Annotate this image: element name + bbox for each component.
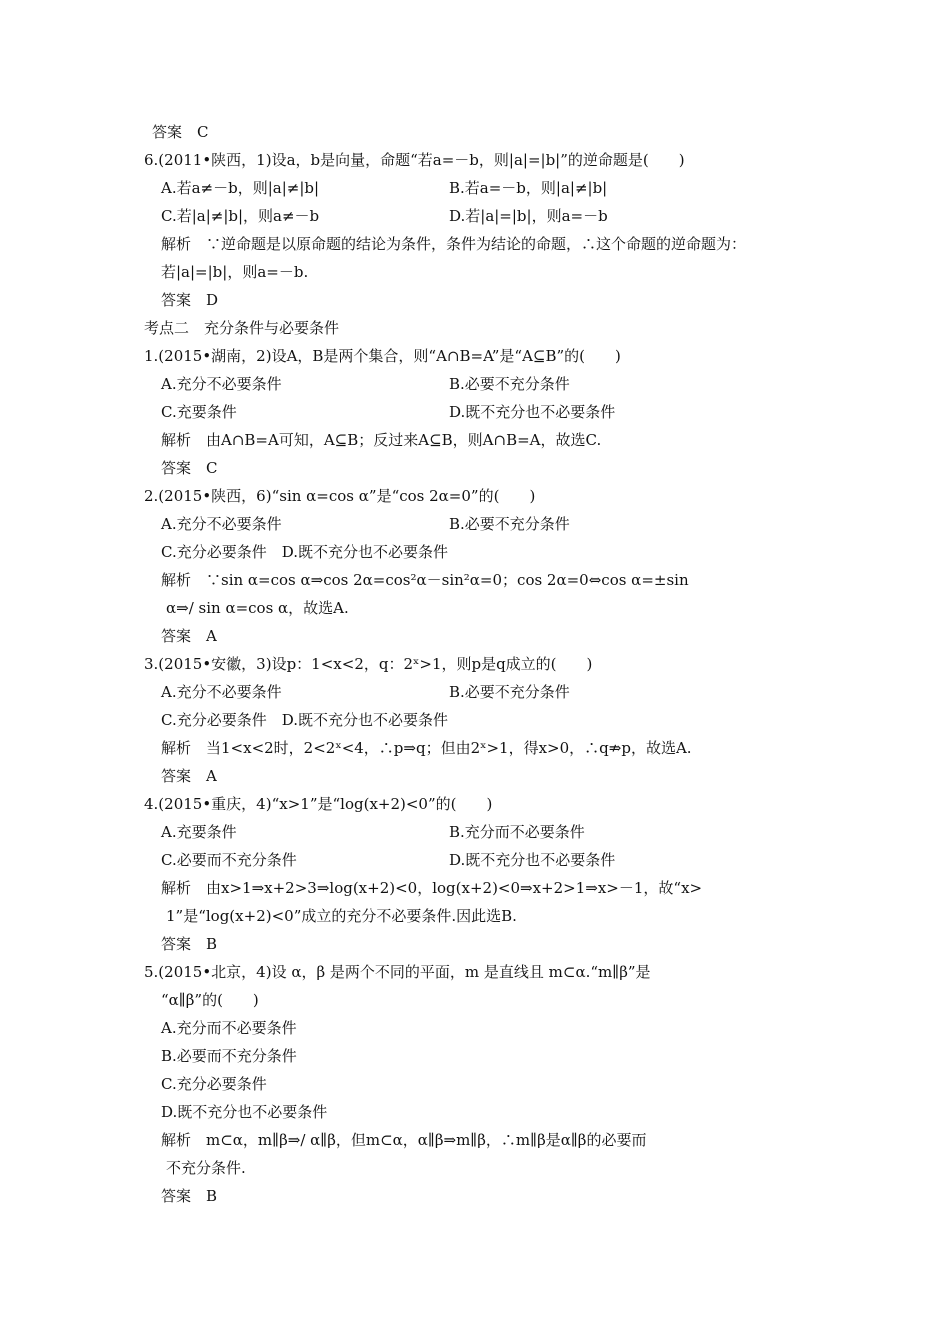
answer-line: 答案 A bbox=[161, 627, 217, 645]
option-c: C.充分必要条件 bbox=[161, 1075, 267, 1093]
option-b: B.必要不充分条件 bbox=[449, 683, 570, 701]
section-heading: 考点二 充分条件与必要条件 bbox=[144, 319, 340, 337]
analysis-line: 不充分条件. bbox=[166, 1159, 246, 1177]
analysis-line: 1”是“log(x+2)<0”成立的充分不必要条件.因此选B. bbox=[166, 907, 517, 925]
analysis-line: 解析 ∵sin α=cos α⇒cos 2α=cos²α－sin²α=0；cos 2α=0⇔cos α=±sin bbox=[161, 571, 689, 589]
option-b: B.必要而不充分条件 bbox=[161, 1047, 297, 1065]
option-a: A.若a≠－b，则|a|≠|b| bbox=[161, 179, 320, 197]
option-b: B.必要不充分条件 bbox=[449, 375, 570, 393]
question-1-stem: 1.(2015•湖南，2)设A，B是两个集合，则“A∩B=A”是“A⊆B”的( ) bbox=[144, 347, 621, 365]
answer-line: 答案 D bbox=[161, 291, 219, 309]
question-4-stem: 4.(2015•重庆，4)“x>1”是“log(x+2)<0”的( ) bbox=[144, 795, 493, 813]
option-d: D.既不充分也不必要条件 bbox=[161, 1103, 328, 1121]
analysis-line: 解析 由A∩B=A可知，A⊆B；反过来A⊆B，则A∩B=A，故选C. bbox=[161, 431, 602, 449]
option-d: D.既不充分也不必要条件 bbox=[449, 851, 616, 869]
analysis-line: 解析 m⊂α，m∥β⇒/ α∥β，但m⊂α，α∥β⇒m∥β，∴m∥β是α∥β的必要而 bbox=[161, 1131, 647, 1149]
answer-line: 答案 B bbox=[161, 1187, 218, 1205]
analysis-line: 解析 ∵逆命题是以原命题的结论为条件，条件为结论的命题，∴这个命题的逆命题为： bbox=[161, 235, 747, 253]
option-d: D.既不充分也不必要条件 bbox=[449, 403, 616, 421]
answer-line: 答案 A bbox=[161, 767, 217, 785]
option-a: A.充分不必要条件 bbox=[161, 515, 282, 533]
analysis-line: 解析 当1<x<2时，2<2ˣ<4，∴p⇒q；但由2ˣ>1，得x>0，∴q⇏p，故选A. bbox=[161, 739, 692, 757]
question-5-stem-cont: “α∥β”的( ) bbox=[161, 991, 259, 1009]
answer-line: 答案 C bbox=[161, 459, 218, 477]
option-a: A.充分而不必要条件 bbox=[161, 1019, 297, 1037]
analysis-line: α⇒/ sin α=cos α，故选A. bbox=[166, 599, 349, 617]
option-b: B.若a=－b，则|a|≠|b| bbox=[449, 179, 608, 197]
option-c-d: C.充分必要条件 D.既不充分也不必要条件 bbox=[161, 543, 448, 561]
analysis-line: 解析 由x>1⇒x+2>3⇒log(x+2)<0，log(x+2)<0⇒x+2>1⇒x>－1，故“x> bbox=[161, 879, 703, 897]
answer-line: 答案 C bbox=[152, 123, 209, 141]
option-a: A.充要条件 bbox=[161, 823, 237, 841]
question-5-stem: 5.(2015•北京，4)设 α，β 是两个不同的平面，m 是直线且 m⊂α.“m∥β”是 bbox=[144, 963, 651, 981]
question-3-stem: 3.(2015•安徽，3)设p：1<x<2，q：2ˣ>1，则p是q成立的( ) bbox=[144, 655, 593, 673]
option-b: B.充分而不必要条件 bbox=[449, 823, 585, 841]
option-b: B.必要不充分条件 bbox=[449, 515, 570, 533]
option-c: C.必要而不充分条件 bbox=[161, 851, 297, 869]
option-c: C.若|a|≠|b|，则a≠－b bbox=[161, 207, 320, 225]
option-d: D.若|a|=|b|，则a=－b bbox=[449, 207, 608, 225]
analysis-line: 若|a|=|b|，则a=－b. bbox=[161, 263, 309, 281]
question-2-stem: 2.(2015•陕西，6)“sin α=cos α”是“cos 2α=0”的( ) bbox=[144, 487, 536, 505]
option-c: C.充要条件 bbox=[161, 403, 237, 421]
option-c-d: C.充分必要条件 D.既不充分也不必要条件 bbox=[161, 711, 448, 729]
option-a: A.充分不必要条件 bbox=[161, 683, 282, 701]
option-a: A.充分不必要条件 bbox=[161, 375, 282, 393]
answer-line: 答案 B bbox=[161, 935, 218, 953]
question-6-stem: 6.(2011•陕西，1)设a，b是向量，命题“若a=－b，则|a|=|b|”的逆命题是( ) bbox=[144, 151, 685, 169]
